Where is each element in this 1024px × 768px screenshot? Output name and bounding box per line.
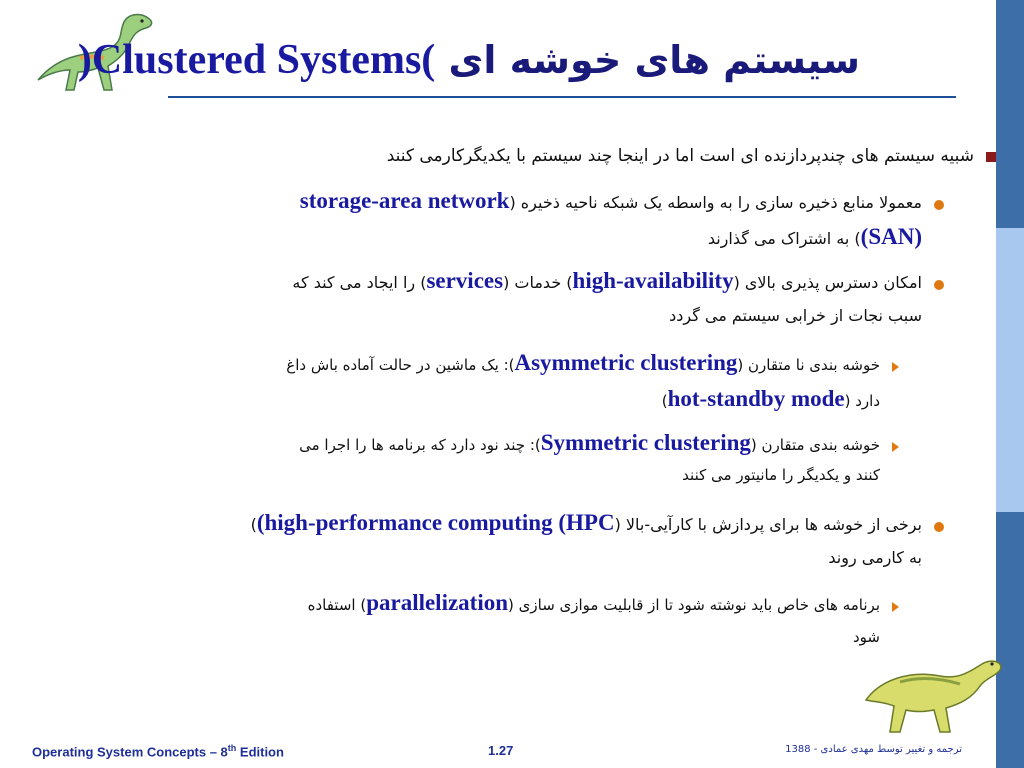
bullet-4-line-2: به کارمی روند [828,548,922,567]
dinosaur-icon [860,640,1010,740]
bullet-2-line-2: (SAN)) به اشتراک می گذارند [707,224,922,249]
bullet-3-line-2: سبب نجات از خرابی سیستم می گردد [669,306,922,325]
square-bullet-icon [986,152,996,162]
circle-bullet-icon [934,200,944,210]
circle-bullet-icon [934,280,944,290]
title-fa: سیستم های خوشه ای [448,38,860,82]
bullet-3b-line-1: خوشه بندی متقارن (Symmetric clustering): چند نود دارد که برنامه ها را اجرا می [299,430,880,455]
side-bar-middle [996,228,1024,512]
bullet-3a-line-1: خوشه بندی نا متقارن (Asymmetric clustering): یک ماشین در حالت آماده باش داغ [286,350,880,375]
footer-left: Operating System Concepts – 8th Edition [32,743,284,760]
bullet-3-line-1: امکان دسترس پذیری بالای (high-availability) خدمات (services) را ایجاد می کند که [292,268,922,293]
title-en: Clustered Systems [91,37,422,83]
bullet-4a-line-1: برنامه های خاص باید نوشته شود تا از قابلیت موازی سازی (parallelization) استفاده [307,590,880,615]
footer-page-number: 1.27 [488,743,514,758]
bullet-1: شبیه سیستم های چندپردازنده ای است اما در اینجا چند سیستم با یکدیگرکارمی کنند [386,146,974,166]
side-bar-top [996,0,1024,228]
triangle-bullet-icon [892,362,899,372]
title-open: ( [421,37,436,83]
triangle-bullet-icon [892,442,899,452]
title-divider [168,96,956,98]
circle-bullet-icon [934,522,944,532]
bullet-4a-line-2: شود [853,628,880,646]
title-close: ) [77,37,92,83]
bullet-4-line-1: برخی از خوشه ها برای پردازش با کارآیی-بالا ((high-performance computing (HPC) [250,510,922,535]
footer-credit: ترجمه و تغییر توسط مهدی عمادی - 1388 [785,744,962,755]
page-title [77,30,860,90]
bullet-3a-line-2: دارد (hot-standby mode) [661,386,880,411]
triangle-bullet-icon [892,602,899,612]
bullet-2-line-1: معمولا منابع ذخیره سازی را به واسطه یک شبکه ناحیه ذخیره (storage-area network [299,188,922,213]
bullet-3b-line-2: کنند و یکدیگر را مانیتور می کنند [682,466,880,484]
